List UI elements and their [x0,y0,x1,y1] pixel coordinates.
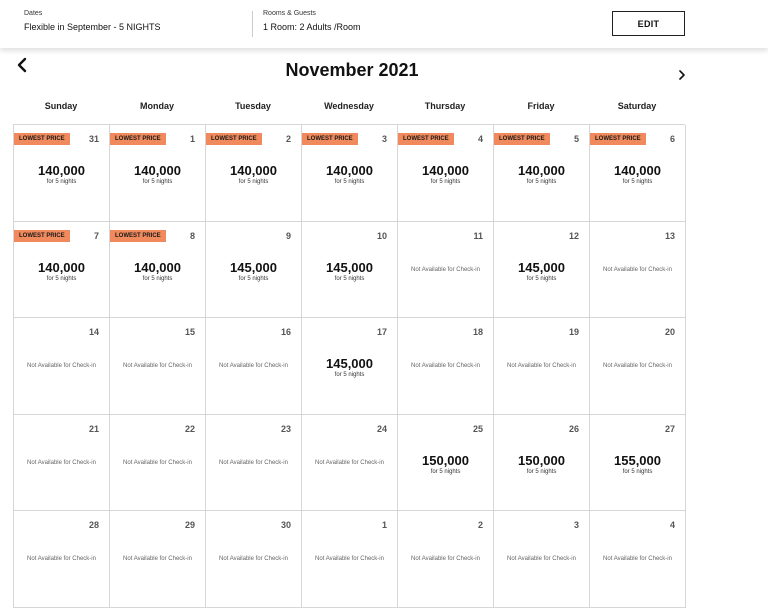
field-divider [252,11,253,37]
not-available-label: Not Available for Check-in [315,556,384,562]
day-price: 150,000 [422,452,469,468]
edit-button[interactable]: EDIT [612,11,685,36]
day-number: 4 [477,134,483,144]
day-price: 145,000 [230,259,277,275]
day-number: 12 [568,230,579,241]
day-price: 150,000 [518,452,565,468]
not-available-label: Not Available for Check-in [219,363,288,369]
day-price: 145,000 [518,259,565,275]
rooms-guests-field[interactable] [263,10,361,32]
nights-label: for 5 nights [622,179,653,185]
weekday-header-row [13,101,685,111]
day-number: 3 [381,134,387,144]
calendar-grid [13,124,685,608]
not-available-label: Not Available for Check-in [123,363,192,369]
not-available-label: Not Available for Check-in [123,556,192,562]
calendar-day-cell[interactable] [110,415,206,512]
calendar-day-cell[interactable] [494,318,590,415]
not-available-label: Not Available for Check-in [411,266,480,273]
day-number: 1 [381,520,387,530]
calendar-day-cell[interactable] [494,125,590,222]
rooms-guests-label: Rooms & Guests [263,10,316,17]
calendar-day-cell[interactable] [14,415,110,512]
day-number: 1 [189,134,195,144]
lowest-price-badge: LOWEST PRICE [590,133,646,145]
day-number: 2 [285,134,291,144]
calendar-day-cell[interactable] [590,318,686,415]
nights-label: for 5 nights [430,468,461,475]
not-available-label: Not Available for Check-in [411,363,480,369]
calendar-day-cell[interactable] [302,511,398,608]
lowest-price-badge: LOWEST PRICE [494,133,550,145]
calendar-day-cell[interactable] [206,222,302,319]
lowest-price-badge: LOWEST PRICE [206,133,262,145]
nights-label: for 5 nights [526,468,557,475]
calendar-day-cell[interactable] [14,222,110,319]
day-number: 16 [280,327,291,337]
day-number: 15 [184,327,195,337]
day-number: 2 [477,520,483,530]
calendar-day-cell[interactable] [14,318,110,415]
day-number: 7 [93,230,99,241]
calendar-day-cell[interactable] [110,511,206,608]
day-price: 140,000 [518,163,565,178]
nights-label: for 5 nights [526,275,557,282]
calendar-day-cell[interactable] [110,125,206,222]
chevron-right-icon [678,70,686,80]
nights-label: for 5 nights [334,372,365,378]
dates-value: Flexible in September - 5 NIGHTS [24,22,161,32]
day-number: 28 [88,520,99,530]
nights-label: for 5 nights [46,179,77,185]
day-number: 14 [88,327,99,337]
dates-field[interactable] [24,10,161,32]
day-number: 5 [573,134,579,144]
day-price: 140,000 [134,163,181,178]
calendar-day-cell[interactable] [494,511,590,608]
not-available-label: Not Available for Check-in [507,556,576,562]
not-available-label: Not Available for Check-in [315,459,384,466]
day-number: 8 [189,230,195,241]
calendar-day-cell[interactable] [494,415,590,512]
day-number: 29 [184,520,195,530]
day-price: 140,000 [134,259,181,275]
dates-label: Dates [24,10,43,17]
search-summary-bar [0,0,768,48]
day-number: 10 [376,230,387,241]
not-available-label: Not Available for Check-in [27,459,96,466]
nights-label: for 5 nights [622,468,653,475]
calendar-day-cell[interactable] [206,125,302,222]
day-number: 20 [664,327,675,337]
nights-label: for 5 nights [142,179,173,185]
rooms-guests-value: 1 Room: 2 Adults /Room [263,22,361,32]
calendar-day-cell[interactable] [14,511,110,608]
day-price: 145,000 [326,259,373,275]
day-number: 24 [376,423,387,434]
calendar-day-cell[interactable] [206,511,302,608]
day-price: 140,000 [38,259,85,275]
day-number: 26 [568,423,579,434]
calendar-day-cell[interactable] [398,125,494,222]
weekday-label: Monday [139,101,174,111]
calendar-day-cell[interactable] [590,125,686,222]
weekday-label: Wednesday [324,101,374,111]
not-available-label: Not Available for Check-in [603,266,672,273]
lowest-price-badge: LOWEST PRICE [110,230,166,242]
nights-label: for 5 nights [334,275,365,282]
calendar-day-cell[interactable] [494,222,590,319]
lowest-price-badge: LOWEST PRICE [110,133,166,145]
calendar-day-cell[interactable] [398,318,494,415]
calendar-day-cell[interactable] [206,318,302,415]
not-available-label: Not Available for Check-in [27,556,96,562]
not-available-label: Not Available for Check-in [507,363,576,369]
not-available-label: Not Available for Check-in [603,556,672,562]
day-price: 140,000 [422,163,469,178]
day-number: 25 [472,423,483,434]
lowest-price-badge: LOWEST PRICE [14,133,70,145]
day-number: 31 [88,134,99,144]
calendar-day-cell[interactable] [590,222,686,319]
not-available-label: Not Available for Check-in [27,363,96,369]
day-price: 145,000 [326,356,373,371]
day-number: 18 [472,327,483,337]
day-number: 4 [669,520,675,530]
nights-label: for 5 nights [430,179,461,185]
calendar-day-cell[interactable] [398,415,494,512]
day-number: 23 [280,423,291,434]
weekday-label: Friday [527,101,555,111]
calendar-day-cell[interactable] [398,511,494,608]
nights-label: for 5 nights [46,275,77,282]
calendar-day-cell[interactable] [590,511,686,608]
lowest-price-badge: LOWEST PRICE [302,133,358,145]
not-available-label: Not Available for Check-in [411,556,480,562]
calendar-day-cell[interactable] [302,125,398,222]
nights-label: for 5 nights [238,179,269,185]
not-available-label: Not Available for Check-in [123,459,192,466]
nights-label: for 5 nights [526,179,557,185]
next-month-button[interactable] [674,67,690,83]
weekday-label: Saturday [617,101,657,111]
calendar-day-cell[interactable] [206,415,302,512]
calendar-day-cell[interactable] [110,222,206,319]
day-number: 3 [573,520,579,530]
lowest-price-badge: LOWEST PRICE [14,230,70,242]
day-number: 6 [669,134,675,144]
calendar-day-cell[interactable] [14,125,110,222]
day-number: 21 [88,423,99,434]
not-available-label: Not Available for Check-in [603,363,672,369]
day-price: 155,000 [614,452,661,468]
month-title: November 2021 [285,60,419,80]
weekday-label: Thursday [424,101,466,111]
day-number: 30 [280,520,291,530]
calendar-day-cell[interactable] [302,318,398,415]
not-available-label: Not Available for Check-in [219,459,288,466]
nights-label: for 5 nights [142,275,173,282]
day-price: 140,000 [326,163,373,178]
day-number: 22 [184,423,195,434]
lowest-price-badge: LOWEST PRICE [398,133,454,145]
nights-label: for 5 nights [334,179,365,185]
day-price: 140,000 [230,163,277,178]
day-number: 9 [285,230,291,241]
calendar-day-cell[interactable] [398,222,494,319]
day-number: 19 [568,327,579,337]
calendar-day-cell[interactable] [302,222,398,319]
day-number: 27 [664,423,675,434]
day-price: 140,000 [614,163,661,178]
calendar-day-cell[interactable] [302,415,398,512]
nights-label: for 5 nights [238,275,269,282]
day-price: 140,000 [38,163,85,178]
day-number: 17 [376,327,387,337]
weekday-label: Tuesday [235,101,271,111]
weekday-label: Sunday [44,101,78,111]
calendar-day-cell[interactable] [110,318,206,415]
calendar-day-cell[interactable] [590,415,686,512]
day-number: 13 [664,230,675,241]
day-number: 11 [473,230,483,241]
not-available-label: Not Available for Check-in [219,556,288,562]
